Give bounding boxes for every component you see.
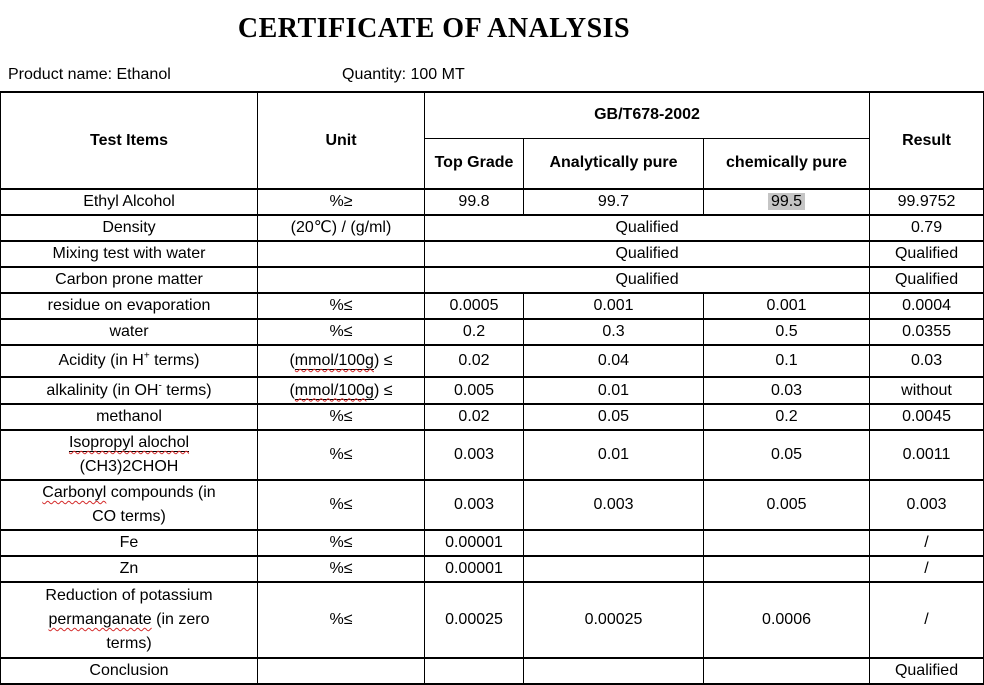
- coa-table-head: [1, 92, 984, 189]
- cell-result: [870, 582, 984, 658]
- cell-text: 0.02: [458, 352, 490, 369]
- cell-test-item: [1, 293, 258, 319]
- cell-analytically-pure: [524, 404, 704, 430]
- cell-top-grade: [425, 530, 524, 556]
- cell-text: water: [109, 323, 149, 340]
- cell-top-grade: [425, 319, 524, 345]
- cell-unit: [258, 582, 425, 658]
- cell-text: Carbon prone matter: [55, 271, 203, 288]
- header-test-items: Test Items: [1, 92, 258, 189]
- cell-text: +: [143, 350, 150, 362]
- cell-result: [870, 189, 984, 215]
- cell-analytically-pure: [524, 480, 704, 530]
- coa-table: [0, 91, 984, 685]
- cell-text: mmol/100g: [294, 381, 374, 399]
- cell-text: Fe: [119, 534, 139, 551]
- cell-result: [870, 404, 984, 430]
- cell-test-item: [1, 189, 258, 215]
- cell-text: %≤: [329, 496, 353, 513]
- cell-chemically-pure: [704, 658, 870, 684]
- cell-result: [870, 319, 984, 345]
- cell-text: Qualified: [894, 662, 959, 679]
- cell-top-grade: [425, 377, 524, 404]
- cell-text: terms): [106, 635, 152, 652]
- cell-analytically-pure: [524, 530, 704, 556]
- cell-text: 0.0011: [902, 446, 951, 463]
- cell-text: Conclusion: [89, 662, 169, 679]
- cell-result: [870, 267, 984, 293]
- cell-chemically-pure: [704, 582, 870, 658]
- cell-text: 0.00001: [445, 534, 503, 551]
- cell-text: 0.001: [593, 297, 634, 314]
- cell-text: 0.05: [770, 446, 803, 463]
- cell-test-item: [1, 215, 258, 241]
- cell-text: %≤: [329, 534, 353, 551]
- cell-result: [870, 480, 984, 530]
- cell-text: Qualified: [615, 219, 679, 236]
- cell-result: [870, 556, 984, 582]
- cell-top-grade: [425, 189, 524, 215]
- cell-text: Zn: [119, 560, 139, 577]
- cell-test-item: [1, 404, 258, 430]
- table-row: [1, 530, 984, 556]
- cell-text: (: [289, 352, 295, 369]
- cell-test-item: [1, 345, 258, 377]
- cell-text: Density: [102, 219, 156, 236]
- cell-text: -: [158, 380, 162, 392]
- table-row: [1, 241, 984, 267]
- coa-table-body: [1, 189, 984, 684]
- cell-test-item: [1, 658, 258, 684]
- cell-text: /: [924, 611, 929, 628]
- header-standard: GB/T678-2002: [425, 92, 870, 138]
- cell-text: terms): [161, 381, 212, 399]
- cell-text: 99.7: [597, 193, 630, 210]
- cell-result: [870, 241, 984, 267]
- cell-top-grade: [425, 582, 524, 658]
- table-row: [1, 480, 984, 530]
- cell-text: 0.01: [597, 381, 630, 399]
- cell-test-item: [1, 582, 258, 658]
- cell-unit: [258, 293, 425, 319]
- cell-text: (in zero: [151, 611, 210, 628]
- cell-text: without: [901, 381, 952, 399]
- cell-text: /: [924, 560, 929, 577]
- cell-unit: [258, 658, 425, 684]
- cell-text: Acidity (in H: [58, 352, 144, 369]
- cell-chemically-pure: [704, 430, 870, 480]
- header-grade-analytically-pure: Analytically pure: [524, 138, 704, 189]
- cell-chemically-pure: [704, 480, 870, 530]
- header-row-standard: [1, 92, 984, 138]
- cell-text: 0.0004: [902, 297, 951, 314]
- cell-text: 0.01: [597, 446, 630, 463]
- cell-unit: [258, 319, 425, 345]
- header-result: Result: [870, 92, 984, 189]
- table-row: [1, 215, 984, 241]
- cell-unit: [258, 345, 425, 377]
- cell-chemically-pure: [704, 189, 870, 215]
- cell-unit: [258, 430, 425, 480]
- cell-text: %≤: [329, 611, 353, 628]
- cell-chemically-pure: [704, 345, 870, 377]
- table-row: [1, 189, 984, 215]
- header-unit: Unit: [258, 92, 425, 189]
- cell-chemically-pure: [704, 404, 870, 430]
- cell-top-grade: [425, 345, 524, 377]
- cell-text: ) ≤: [373, 352, 393, 369]
- table-row: [1, 430, 984, 480]
- cell-text: 0.00001: [445, 560, 503, 577]
- cell-text: (CH3)2CHOH: [79, 458, 179, 475]
- cell-text: 0.2: [775, 408, 798, 425]
- cell-text: CO terms): [92, 508, 166, 525]
- cell-text: /: [924, 534, 929, 551]
- header-grade-top-grade: Top Grade: [425, 138, 524, 189]
- cell-text: terms): [149, 352, 200, 369]
- cell-unit: [258, 377, 425, 404]
- cell-analytically-pure: [524, 556, 704, 582]
- cell-text: Qualified: [894, 271, 959, 288]
- cell-text: 0.5: [775, 323, 798, 340]
- cell-text: permanganate: [48, 611, 152, 628]
- cell-text: Ethyl Alcohol: [83, 193, 175, 210]
- cell-analytically-pure: [524, 293, 704, 319]
- cell-test-item: [1, 319, 258, 345]
- cell-result: [870, 345, 984, 377]
- cell-text: 0.03: [910, 352, 943, 369]
- cell-text: 0.0045: [902, 408, 951, 425]
- cell-text: 0.00025: [445, 611, 503, 628]
- cell-test-item: [1, 241, 258, 267]
- cell-text: 0.2: [462, 323, 486, 340]
- cell-top-grade: [425, 430, 524, 480]
- cell-text: 99.8: [458, 193, 490, 210]
- table-row: [1, 582, 984, 658]
- cell-standard-span: [425, 267, 870, 293]
- cell-chemically-pure: [704, 377, 870, 404]
- cell-chemically-pure: [704, 293, 870, 319]
- cell-text: Reduction of potassium: [45, 587, 213, 604]
- cell-top-grade: [425, 556, 524, 582]
- cell-text: mmol/100g: [294, 352, 374, 369]
- cell-text: 0.0355: [902, 323, 951, 340]
- cell-result: [870, 430, 984, 480]
- cell-analytically-pure: [524, 658, 704, 684]
- cell-text: 0.03: [770, 381, 803, 399]
- cell-text: 0.0005: [449, 297, 499, 314]
- cell-text: 0.3: [602, 323, 625, 340]
- cell-text: %≤: [329, 323, 353, 340]
- cell-result: [870, 658, 984, 684]
- cell-text: (: [289, 381, 295, 399]
- cell-text: 0.001: [766, 297, 807, 314]
- cell-chemically-pure: [704, 556, 870, 582]
- cell-test-item: [1, 377, 258, 404]
- cell-text: Qualified: [615, 271, 679, 288]
- cell-unit: [258, 267, 425, 293]
- cell-chemically-pure: [704, 319, 870, 345]
- cell-text: Mixing test with water: [52, 245, 206, 262]
- table-row: [1, 267, 984, 293]
- cell-top-grade: [425, 293, 524, 319]
- cell-test-item: [1, 480, 258, 530]
- cell-result: [870, 215, 984, 241]
- cell-test-item: [1, 530, 258, 556]
- cell-unit: [258, 530, 425, 556]
- cell-text: 0.04: [597, 352, 630, 369]
- cell-text: 0.003: [453, 446, 495, 463]
- cell-text: Qualified: [894, 245, 959, 262]
- cell-text: 0.0006: [762, 611, 811, 628]
- cell-result: [870, 377, 984, 404]
- cell-analytically-pure: [524, 377, 704, 404]
- cell-text: %≤: [329, 560, 353, 577]
- cell-unit: [258, 480, 425, 530]
- cell-test-item: [1, 556, 258, 582]
- cell-unit: [258, 556, 425, 582]
- cell-text: 0.79: [910, 219, 943, 236]
- cell-chemically-pure: [704, 530, 870, 556]
- cell-analytically-pure: [524, 319, 704, 345]
- table-row: [1, 293, 984, 319]
- cell-text: (20℃) / (g/ml): [290, 219, 392, 236]
- cell-text: 0.003: [453, 496, 495, 513]
- cell-text: Carbonyl: [42, 484, 107, 501]
- cell-test-item: [1, 430, 258, 480]
- cell-text: 0.003: [906, 496, 947, 513]
- quantity: Quantity: 100 MT: [342, 66, 465, 83]
- cell-text: 0.1: [775, 352, 798, 369]
- cell-text: %≥: [329, 193, 353, 210]
- cell-text: 0.02: [458, 408, 490, 425]
- cell-standard-span: [425, 241, 870, 267]
- cell-standard-span: [425, 215, 870, 241]
- cell-text: methanol: [96, 408, 162, 425]
- table-row: [1, 404, 984, 430]
- cell-analytically-pure: [524, 582, 704, 658]
- table-row: [1, 556, 984, 582]
- highlighted-value: 99.5: [768, 193, 805, 210]
- cell-test-item: [1, 267, 258, 293]
- cell-text: 0.00025: [584, 611, 643, 628]
- cell-text: residue on evaporation: [47, 297, 211, 314]
- cell-top-grade: [425, 658, 524, 684]
- table-row: [1, 319, 984, 345]
- cell-analytically-pure: [524, 189, 704, 215]
- cell-analytically-pure: [524, 430, 704, 480]
- cell-text: alkalinity (in OH: [46, 381, 159, 399]
- cell-unit: [258, 215, 425, 241]
- cell-text: %≤: [329, 446, 353, 463]
- cell-unit: [258, 404, 425, 430]
- cell-text: 99.9752: [897, 193, 956, 210]
- cell-analytically-pure: [524, 345, 704, 377]
- meta-row: [0, 63, 983, 87]
- table-row: [1, 377, 984, 404]
- cell-top-grade: [425, 404, 524, 430]
- cell-text: Isopropyl alochol: [68, 434, 190, 451]
- cell-text: 0.005: [453, 381, 495, 399]
- cell-text: %≤: [329, 408, 353, 425]
- cell-text: 0.005: [766, 496, 807, 513]
- cell-text: 0.05: [597, 408, 630, 425]
- cell-text: %≤: [329, 297, 353, 314]
- cell-top-grade: [425, 480, 524, 530]
- cell-text: ) ≤: [373, 381, 393, 399]
- certificate-title: CERTIFICATE OF ANALYSIS: [237, 13, 631, 44]
- table-row: [1, 345, 984, 377]
- cell-unit: [258, 189, 425, 215]
- product-name: Product name: Ethanol: [8, 66, 171, 83]
- cell-text: compounds (in: [106, 484, 216, 501]
- header-grade-chemically-pure: chemically pure: [704, 138, 870, 189]
- table-row: [1, 658, 984, 684]
- cell-text: Qualified: [615, 245, 679, 262]
- cell-result: [870, 293, 984, 319]
- cell-text: 0.003: [593, 496, 634, 513]
- cell-result: [870, 530, 984, 556]
- cell-unit: [258, 241, 425, 267]
